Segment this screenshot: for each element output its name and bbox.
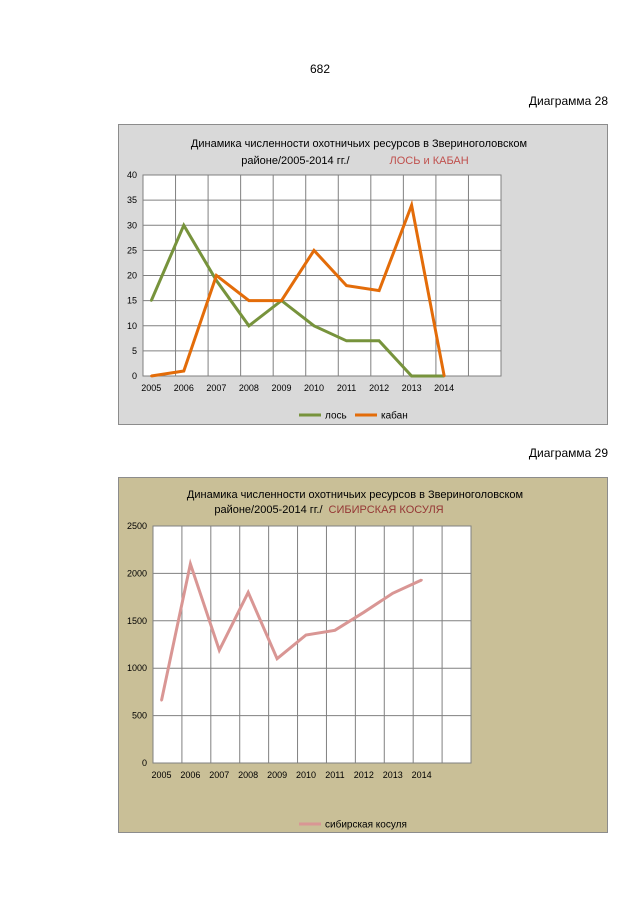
x-tick-label: 2005 (141, 383, 162, 393)
chart-title-line1: Динамика численности охотничьих ресурсов в Звериноголовском (186, 489, 524, 501)
y-tick-label: 1500 (126, 615, 147, 626)
y-tick-label: 30 (126, 220, 137, 231)
x-tick-label: 2006 (173, 383, 194, 393)
data-point (183, 370, 185, 372)
plot-area (153, 526, 471, 763)
data-point (363, 611, 365, 613)
x-tick-label: 2008 (238, 770, 259, 780)
data-point (378, 340, 380, 342)
x-tick-label: 2007 (206, 383, 227, 393)
chart-title-highlight: ЛОСЬ и КАБАН (389, 155, 469, 167)
data-point (410, 204, 412, 206)
y-tick-label: 40 (126, 170, 137, 180)
x-tick-label: 2009 (267, 770, 288, 780)
x-tick-label: 2007 (209, 770, 230, 780)
x-tick-label: 2005 (151, 770, 172, 780)
data-point (248, 299, 250, 301)
x-tick-label: 2014 (411, 770, 432, 780)
diagram-28-caption: Диаграмма 28 (528, 94, 608, 108)
x-tick-label: 2008 (238, 383, 259, 393)
chart-moose-boar (118, 124, 608, 425)
data-point (183, 224, 185, 226)
data-point (378, 289, 380, 291)
x-tick-label: 2009 (271, 383, 292, 393)
y-tick-label: 25 (126, 245, 137, 256)
data-point (392, 592, 394, 594)
data-point (420, 579, 422, 581)
y-tick-label: 10 (126, 320, 137, 331)
x-tick-label: 2013 (401, 383, 422, 393)
y-tick-label: 15 (126, 295, 137, 306)
x-tick-label: 2012 (369, 383, 390, 393)
data-point (215, 274, 217, 276)
chart-title-text: районе/2005-2014 гг./ (241, 155, 350, 167)
x-tick-label: 2006 (180, 770, 201, 780)
y-tick-label: 5 (131, 345, 137, 356)
y-tick-label: 2000 (126, 568, 147, 579)
legend-label: кабан (381, 410, 408, 422)
legend-label: сибирская косуля (325, 819, 407, 831)
data-point (410, 375, 412, 377)
data-point (313, 249, 315, 251)
y-tick-label: 35 (126, 195, 137, 206)
y-tick-label: 20 (126, 270, 137, 281)
chart-title-text: районе/2005-2014 гг./ (214, 504, 323, 516)
data-point (280, 299, 282, 301)
y-tick-label: 0 (141, 758, 147, 768)
y-tick-label: 2500 (126, 521, 147, 531)
data-point (276, 658, 278, 660)
chart-title-line1: Динамика численности охотничьих ресурсов в Звериноголовском (190, 138, 528, 150)
data-point (247, 591, 249, 593)
data-point (150, 375, 152, 377)
data-point (305, 634, 307, 636)
data-point (443, 375, 445, 377)
data-point (334, 629, 336, 631)
y-tick-label: 500 (131, 710, 147, 721)
chart-moose-boar-svg (119, 125, 609, 426)
x-tick-label: 2010 (295, 770, 317, 780)
chart-siberian-roe-deer (118, 477, 608, 833)
chart-title-line2 (241, 155, 468, 167)
chart-title-line2 (214, 504, 443, 516)
y-tick-label: 0 (131, 371, 137, 381)
y-tick-label: 1000 (126, 663, 147, 674)
chart-title-highlight: СИБИРСКАЯ КОСУЛЯ (328, 504, 444, 516)
x-tick-label: 2011 (325, 770, 345, 780)
data-point (345, 340, 347, 342)
data-point (218, 649, 220, 651)
data-point (345, 284, 347, 286)
legend-label: лось (325, 410, 347, 422)
data-point (248, 325, 250, 327)
page-number: 682 (309, 62, 331, 76)
x-tick-label: 2014 (434, 383, 455, 393)
data-point (160, 699, 162, 701)
data-point (313, 325, 315, 327)
chart-siberian-roe-deer-svg (119, 478, 609, 834)
x-tick-label: 2010 (303, 383, 325, 393)
data-point (150, 299, 152, 301)
x-tick-label: 2013 (382, 770, 403, 780)
x-tick-label: 2011 (336, 383, 357, 393)
data-point (189, 563, 191, 565)
x-tick-label: 2012 (353, 770, 374, 780)
diagram-29-caption: Диаграмма 29 (528, 446, 608, 460)
